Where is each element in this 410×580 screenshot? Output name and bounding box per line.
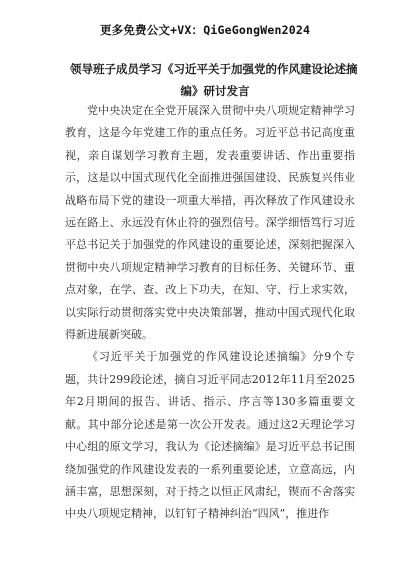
title-line-1: 领导班子成员学习《习近平关于加强党的作风建设论述摘 [70, 62, 358, 76]
title-line-2: 编》研讨发言 [180, 84, 250, 98]
document-title [70, 58, 360, 102]
promo-header: 更多免费公文+VX：QiGeGongWen2024 [99, 23, 311, 37]
document-body [65, 100, 355, 526]
paragraph: 党中央决定在全党开展深入贯彻中央八项规定精神学习教育，这是今年党建工作的重点任务。习近平总书记高度重视，亲自谋划学习教育主题，发表重要讲话、作出重要指示，这是以中国式现代化全面推进强国建设、民族复兴伟业战略布局下党的建设一项重大举措，再次释放了作风建设永远在路上、永远没有休止符的强烈信号。深学细悟笃行习近平总书记关于加强党的作风建设的重要论述，深刻把握深入贯彻中央八项规定精神学习教育的目标任务、关键环节、重点对象，在学、查、改上下功夫，在知、守、行上求实效，以实际行动贯彻落实党中央决策部署，推动中国式现代化取得新进展新突破。 [65, 104, 355, 342]
paragraph: 《习近平关于加强党的作风建设论述摘编》分9个专题，共计299段论述，摘自习近平同志2012年11月至2025年2月期间的报告、讲话、指示、序言等130多篇重要文献。其中部分论述是第一次公开发表。通过这2天理论学习中心组的原文学习，我认为《论述摘编》是习近平总书记围绕加强党的作风建设发表的一系列重要论述，立意高远，内涵丰富，思想深刻，对于持之以恒正风肃纪，锲而不舍落实中央八项规定精神，以钉钉子精神纠治“四风”，推进作 [65, 350, 355, 521]
